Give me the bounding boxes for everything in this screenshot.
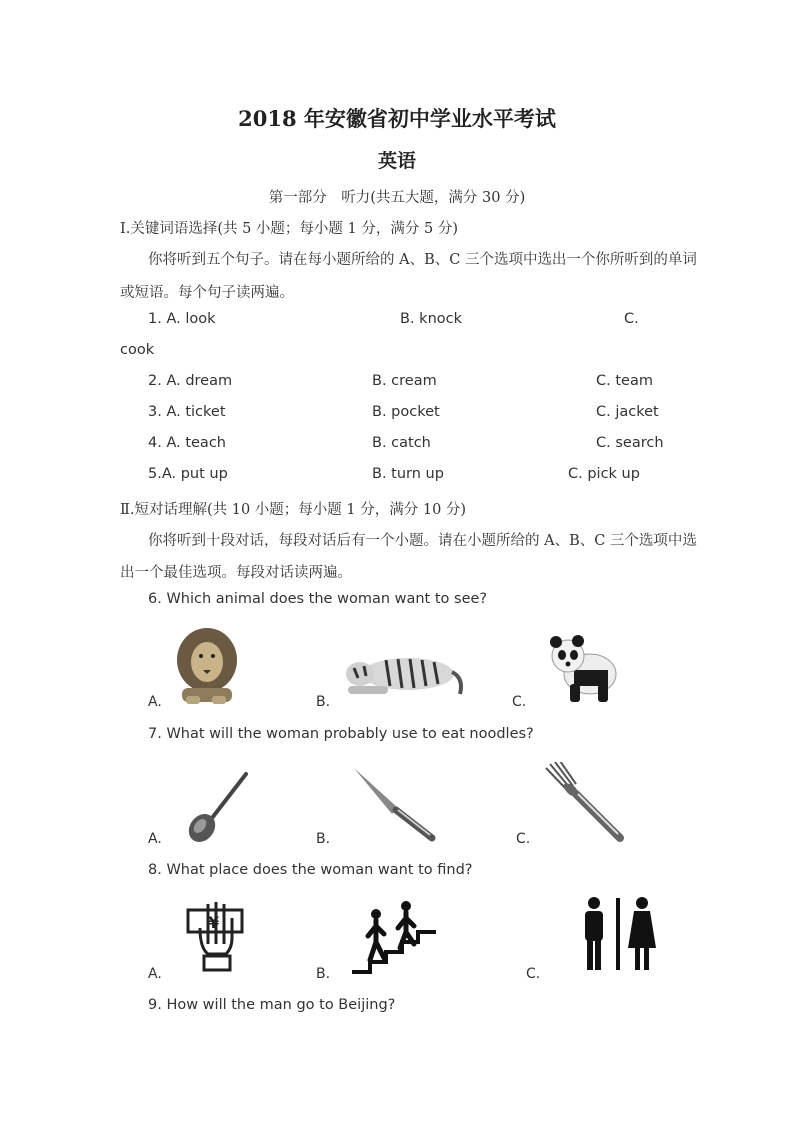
panda-icon [548,630,620,704]
q5-option-c: C. pick up [568,466,640,482]
q4-option-c: C. search [596,435,664,451]
q7-option-a: A. [148,831,162,847]
q5-option-a: 5.A. put up [148,466,228,482]
q8-question: 8. What place does the woman want to find? [148,862,473,878]
q8-option-a: A. [148,966,162,982]
q1-option-c-wrap: cook [120,342,155,358]
q7-option-c: C. [516,831,531,847]
spoon-icon [182,770,252,844]
q1-option-c: C. [624,311,639,327]
q4-option-b: B. catch [372,435,431,451]
q5-option-b: B. turn up [372,466,444,482]
fork-icon [544,762,626,844]
section1-instruction-line1: 你将听到五个句子。请在每小题所给的 A、B、C 三个选项中选出一个你所听到的单词 [148,252,697,268]
q1-option-a: 1. A. look [148,311,216,327]
yen-sign: ¥ [208,913,220,932]
q6-option-b: B. [316,694,331,710]
q2-option-c: C. team [596,373,653,389]
section2-instruction-line1: 你将听到十段对话，每段对话后有一个小题。请在小题所给的 A、B、C 三个选项中选 [148,533,697,549]
stairs-icon [350,900,438,974]
q3-option-a: 3. A. ticket [148,404,226,420]
subject-title: 英语 [377,150,416,172]
q7-question: 7. What will the woman probably use to eat noodles? [148,726,534,742]
section2-heading: Ⅱ.短对话理解(共 10 小题；每小题 1 分，满分 10 分) [120,502,467,518]
knife-icon [352,766,436,842]
q2-option-a: 2. A. dream [148,373,233,389]
lion-icon [172,624,242,706]
restroom-icon [580,896,658,972]
q6-option-a: A. [148,694,162,710]
part-heading: 第一部分 听力(共五大题，满分 30 分) [268,190,526,206]
q8-option-b: B. [316,966,331,982]
payment-hand-icon [186,898,244,974]
exam-title: 2018 年安徽省初中学业水平考试 [238,106,556,131]
q9-question: 9. How will the man go to Beijing? [148,997,396,1013]
q8-option-c: C. [526,966,541,982]
q6-option-c: C. [512,694,527,710]
tiger-icon [342,640,466,702]
q4-option-a: 4. A. teach [148,435,226,451]
q1-option-b: B. knock [400,311,462,327]
q3-option-b: B. pocket [372,404,440,420]
q3-option-c: C. jacket [596,404,659,420]
q6-question: 6. Which animal does the woman want to see? [148,591,488,607]
section1-instruction-line2: 或短语。每个句子读两遍。 [120,285,294,301]
q2-option-b: B. cream [372,373,437,389]
section2-instruction-line2: 出一个最佳选项。每段对话读两遍。 [120,565,352,581]
section1-heading: Ⅰ.关键词语选择(共 5 小题；每小题 1 分，满分 5 分) [120,221,458,237]
q7-option-b: B. [316,831,331,847]
